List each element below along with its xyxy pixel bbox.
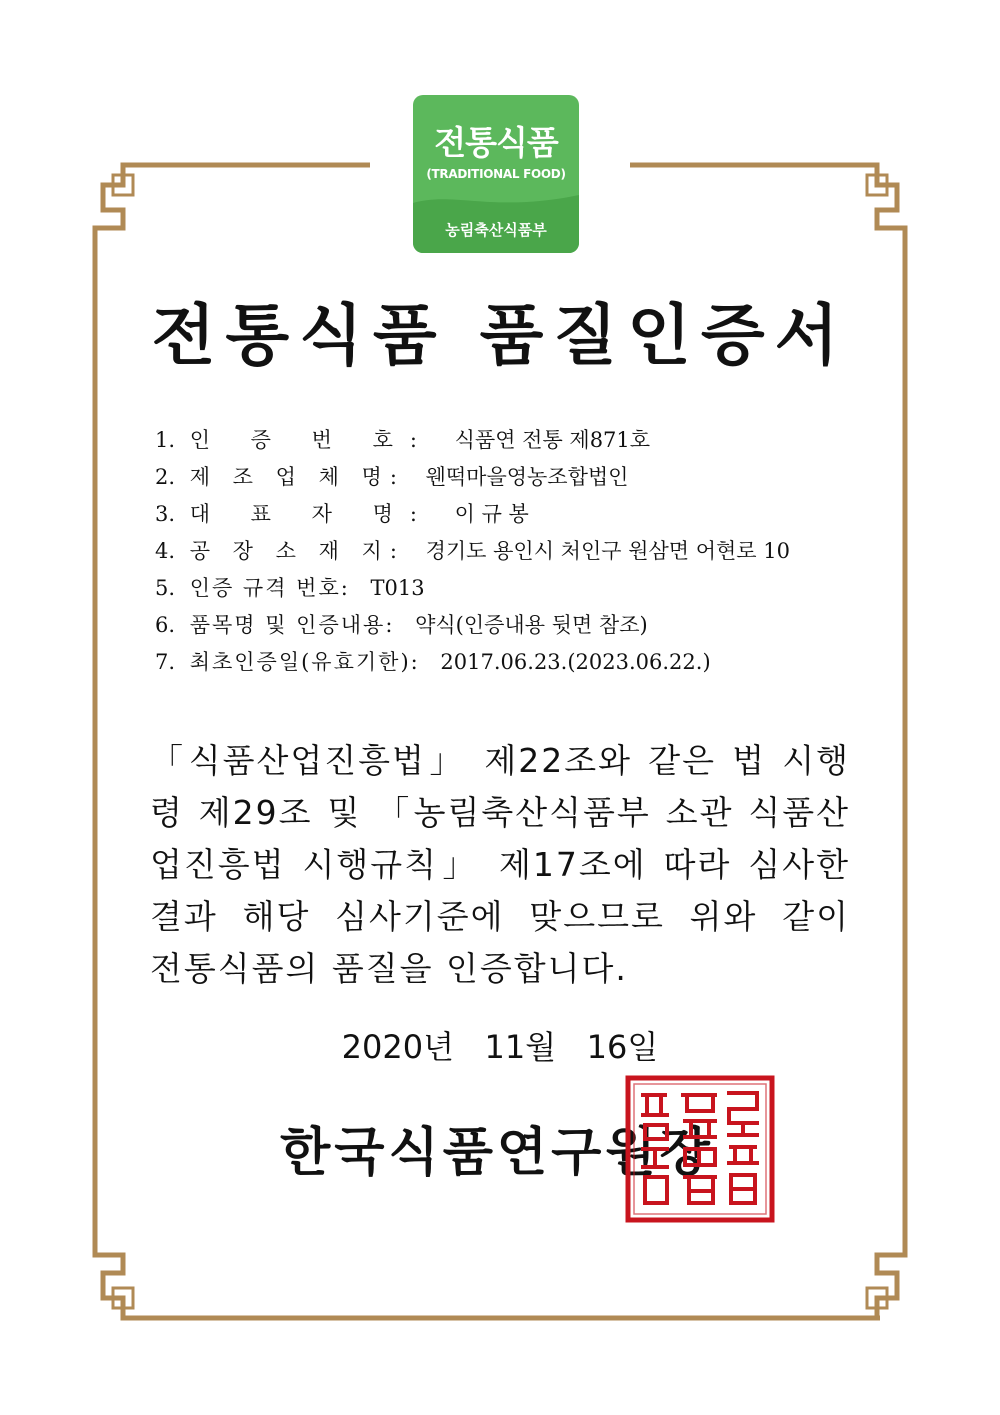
field-label: 품목명 및 인증내용: [189,613,395,637]
issuer-name: 한국식품연구원장 [280,1122,714,1183]
field-row-standard-number [155,573,855,610]
field-number: 3. [155,502,176,526]
certificate-fields [155,425,855,684]
field-value: T013 [370,576,425,600]
field-row-representative [155,499,855,536]
field-label: 최초인증일(유효기한): [189,650,420,674]
statement-line: 업진흥법 시행규칙」 제17조에 따라 심사한 [150,845,850,884]
field-number: 1. [155,428,176,452]
field-value: 2017.06.23.(2023.06.22.) [440,650,711,674]
statement-line: 「식품산업진흥법」 제22조와 같은 법 시행 [150,741,850,780]
statement-line: 령 제29조 및 「농림축산식품부 소관 식품산 [150,793,850,832]
field-row-manufacturer [155,462,855,499]
field-number: 4. [155,539,176,563]
certification-statement [150,735,850,995]
traditional-food-logo [413,95,579,253]
field-number: 6. [155,613,176,637]
field-label: 공 장 소 재 지: [189,539,405,563]
field-label: 제 조 업 체 명: [189,465,405,489]
field-number: 7. [155,650,176,674]
statement-line: 전통식품의 품질을 인증합니다. [150,949,628,988]
field-label: 대 표 자 명: [189,502,434,526]
logo-ministry: 농림축산식품부 [445,221,547,239]
field-row-factory-address [155,536,855,573]
page-title: 전통식품 품질인증서 [151,297,849,374]
field-value: 식품연 전통 제871호 [454,428,651,452]
field-value: 경기도 용인시 처인구 원삼면 어현로 10 [425,539,790,563]
field-label: 인 증 번 호: [189,428,434,452]
field-value: 약식(인증내용 뒷면 참조) [415,613,648,637]
official-seal-stamp [625,1075,775,1223]
statement-line: 결과 해당 심사기준에 맞으므로 위와 같이 [150,897,850,936]
field-row-product [155,610,855,647]
field-number: 2. [155,465,176,489]
field-label: 인증 규격 번호: [189,576,350,600]
field-row-certificate-number [155,425,855,462]
issue-date: 2020년 11월 16일 [341,1028,659,1066]
logo-name: 전통식품 [434,123,558,162]
field-value: 웬떡마을영농조합법인 [425,465,629,489]
logo-english: (TRADITIONAL FOOD) [426,167,566,181]
field-row-certification-date [155,647,855,684]
field-number: 5. [155,576,176,600]
field-value: 이 규 봉 [454,502,529,526]
